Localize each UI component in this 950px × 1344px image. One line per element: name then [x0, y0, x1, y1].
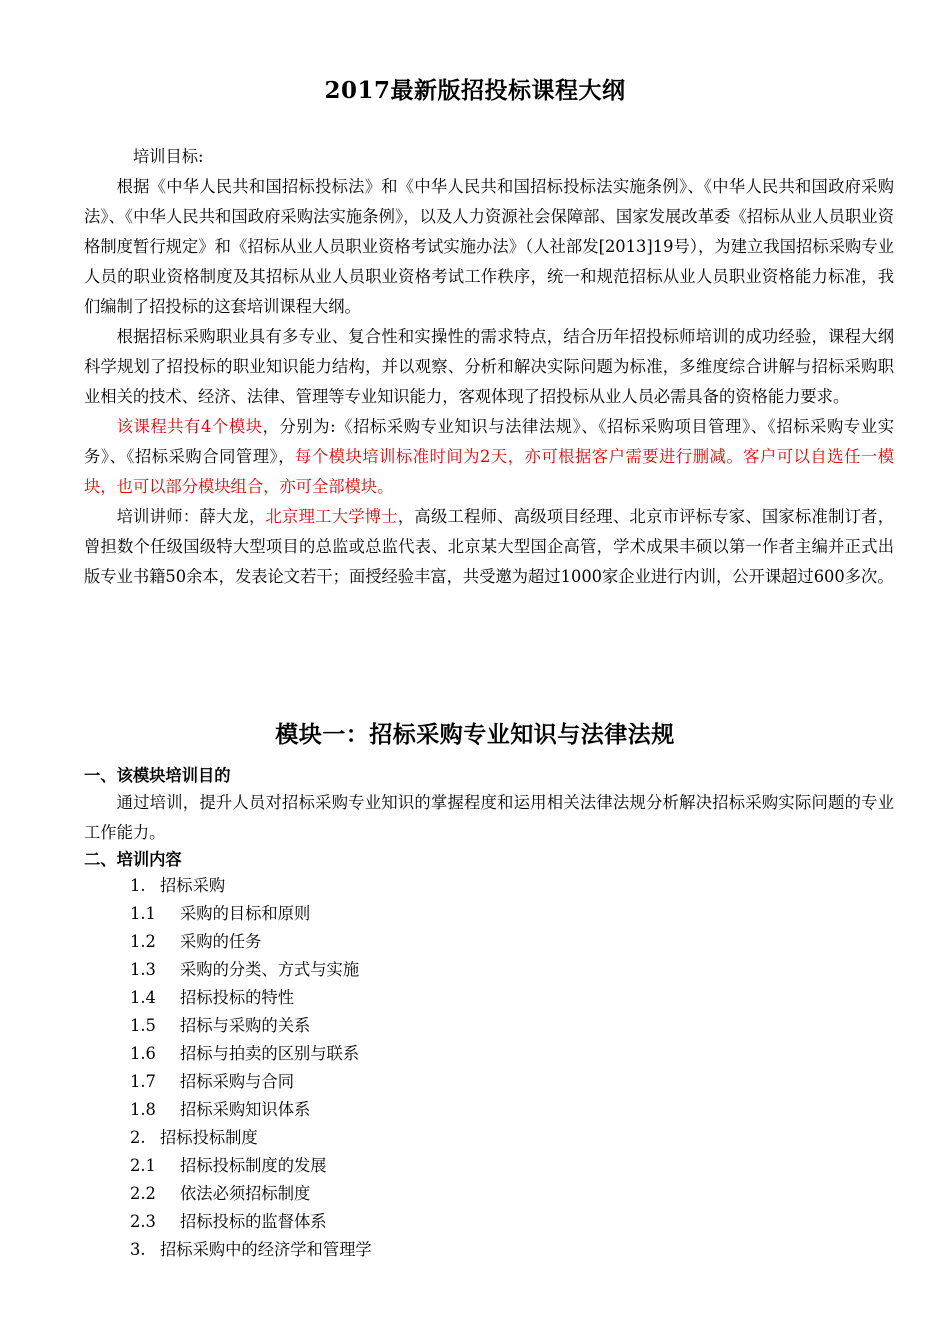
document-title: 2017最新版招投标课程大纲 — [324, 77, 626, 104]
list-item: 1.5 招标与采购的关系 — [130, 1016, 311, 1035]
intro-section — [84, 142, 894, 592]
list-item: 2.2 依法必须招标制度 — [130, 1184, 311, 1203]
module-goal-section — [84, 788, 894, 848]
training-content-list — [130, 872, 372, 1264]
lecturer-name: 培训讲师：薛大龙， — [116, 507, 266, 526]
module-count-highlight: 该课程共有4个模块 — [116, 417, 263, 436]
list-item: 1.2 采购的任务 — [130, 932, 262, 951]
intro-paragraph-4 — [84, 502, 894, 592]
training-goal-label: 培训目标: — [132, 147, 204, 166]
intro-paragraph-2: 根据招标采购职业具有多专业、复合性和实操性的需求特点，结合历年招投标师培训的成功经验，课程大纲科学规划了招投标的职业知识能力结构，并以观察、分析和解决实际问题为标准，多维度综合讲解与招标采购职业相关的技术、经济、法律、管理等专业知识能力，客观体现了招投标从业人员必需具备的资格能力要求。 — [84, 327, 894, 406]
training-content-heading: 二、培训内容 — [84, 850, 182, 869]
intro-paragraph-3 — [84, 412, 894, 502]
duration-highlight: 每个模块培训标准时间为2天，亦可根据客户需要进行删减。客户可以自选任一模块，也可以部分模块组合，亦可全部模块。 — [84, 447, 894, 496]
list-item: 1.8 招标采购知识体系 — [130, 1100, 311, 1119]
list-item: 1.6 招标与拍卖的区别与联系 — [130, 1044, 360, 1063]
module-goal-heading: 一、该模块培训目的 — [84, 766, 231, 785]
list-item: 1.1 采购的目标和原则 — [130, 904, 311, 923]
list-item: 1.4 招标投标的特性 — [130, 988, 294, 1007]
list-item: 2.3 招标投标的监督体系 — [130, 1212, 327, 1231]
intro-paragraph-1: 根据《中华人民共和国招标投标法》和《中华人民共和国招标投标法实施条例》、《中华人民共和国政府采购法》、《中华人民共和国政府采购法实施条例》，以及人力资源社会保障部、国家发展改革委《招标从业人员职业资格制度暂行规定》和《招标从业人员职业资格考试实施办法》（人社部发[2013]19号），为建立我国招标采购专业人员的职业资格制度及其招标从业人员职业资格考试工作秩序，统一和规范招标从业人员职业资格能力标准，我们编制了招投标的这套培训课程大纲。 — [84, 177, 894, 316]
list-item: 1.3 采购的分类、方式与实施 — [130, 960, 360, 979]
list-item: 2.1 招标投标制度的发展 — [130, 1156, 327, 1175]
lecturer-bio: ，高级工程师、高级项目经理、北京市评标专家、国家标准制订者，曾担数个任级国级特大型项目的总监或总监代表、北京某大型国企高管，学术成果丰硕以第一作者主编并正式出版专业书籍50余本，发表论文若干；面授经验丰富，共受邀为超过1000家企业进行内训，公开课超过600多次。 — [84, 507, 894, 586]
list-item: 3. 招标采购中的经济学和管理学 — [130, 1240, 372, 1259]
lecturer-degree-highlight: 北京理工大学博士 — [265, 507, 398, 526]
module-goal-text: 通过培训，提升人员对招标采购专业知识的掌握程度和运用相关法律法规分析解决招标采购实际问题的专业工作能力。 — [84, 793, 894, 842]
list-item: 1.7 招标采购与合同 — [130, 1072, 294, 1091]
module-list-text: ，分别为:《招标采购专业知识与法律法规》、《招标采购项目管理》、《招标采购专业实务》、《招标采购合同管理》， — [84, 417, 894, 466]
list-item: 1. 招标采购 — [130, 876, 226, 895]
list-item: 2. 招标投标制度 — [130, 1128, 258, 1147]
module-title: 模块一：招标采购专业知识与法律法规 — [275, 721, 675, 748]
